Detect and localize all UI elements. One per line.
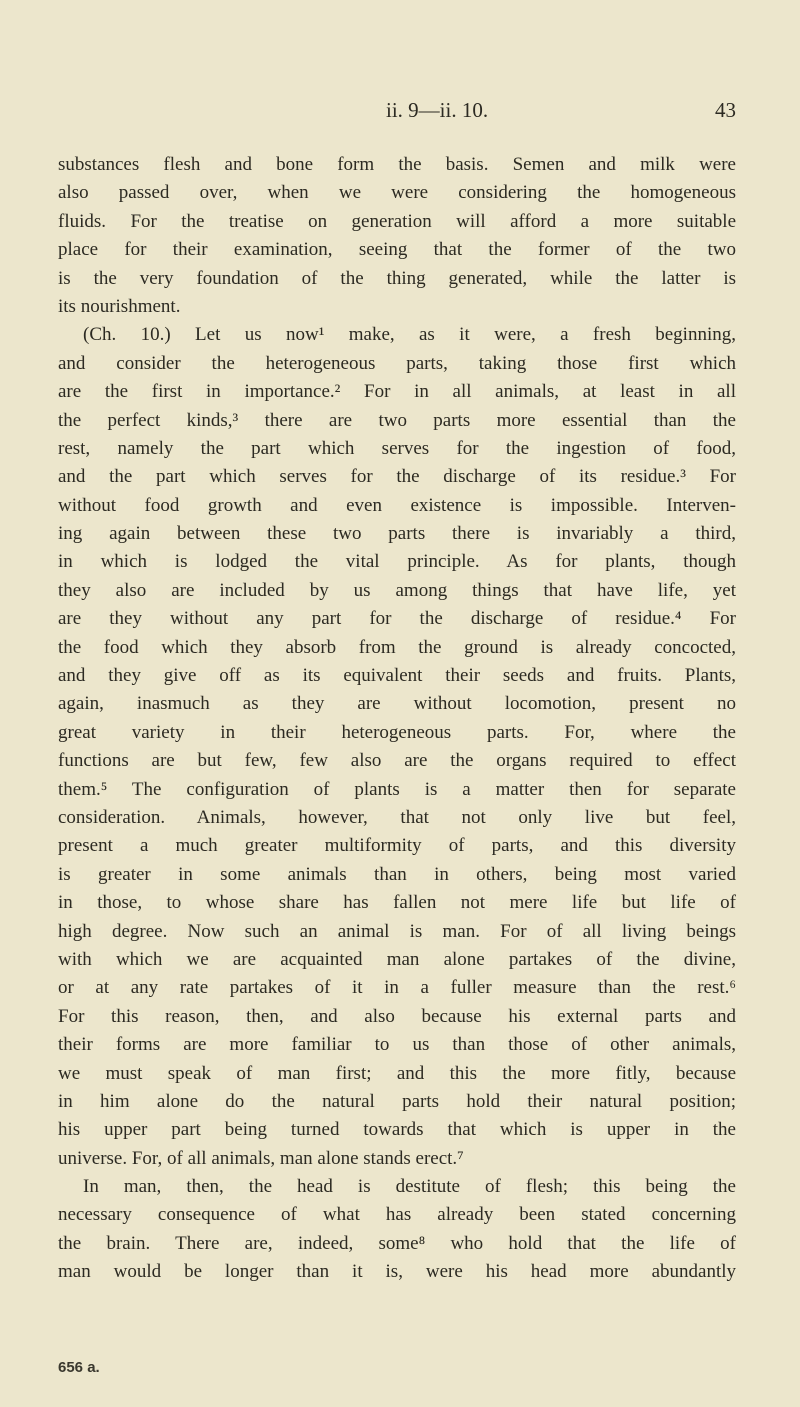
text-line: we must speak of man first; and this the more fitly, because bbox=[58, 1062, 736, 1084]
text-line: again, inasmuch as they are without locomotion, present no bbox=[58, 693, 736, 715]
text-line: necessary consequence of what has already been stated concerning bbox=[58, 1204, 736, 1226]
text-line: in which is lodged the vital principle. As for plants, though bbox=[58, 551, 736, 573]
text-line: is greater in some animals than in others, being most varied bbox=[58, 863, 736, 885]
text-line: fluids. For the treatise on generation will afford a more suitable bbox=[58, 210, 736, 232]
page-number: 43 bbox=[715, 98, 736, 122]
text-line: in him alone do the natural parts hold their natural position; bbox=[58, 1090, 736, 1112]
text-line: high degree. Now such an animal is man. For of all living beings bbox=[58, 920, 736, 942]
text-line: and consider the heterogeneous parts, taking those first which bbox=[58, 352, 736, 374]
body-text bbox=[58, 151, 736, 1287]
text-line: are they without any part for the discharge of residue.⁴ For bbox=[58, 608, 736, 630]
text-line: place for their examination, seeing that the former of the two bbox=[58, 239, 736, 261]
printer-signature-mark: 656 a. bbox=[58, 1359, 100, 1376]
text-line: For this reason, then, and also because his external parts and bbox=[58, 1005, 736, 1027]
paragraph-opening-line: In man, then, the head is destitute of flesh; this being the bbox=[83, 1176, 736, 1198]
text-line: are the first in importance.² For in all animals, at least in all bbox=[58, 381, 736, 403]
text-line: also passed over, when we were considering the homogeneous bbox=[58, 182, 736, 204]
chapter-opening-line: (Ch. 10.) Let us now¹ make, as it were, a fresh beginning, bbox=[83, 324, 736, 346]
text-line: ing again between these two parts there is invariably a third, bbox=[58, 523, 736, 545]
text-line: they also are included by us among things that have life, yet bbox=[58, 579, 736, 601]
text-line: consideration. Animals, however, that not only live but feel, bbox=[58, 806, 736, 828]
text-line: without food growth and even existence is impossible. Interven- bbox=[58, 494, 736, 516]
text-line: and the part which serves for the discharge of its residue.³ For bbox=[58, 466, 736, 488]
text-line: the food which they absorb from the ground is already concocted, bbox=[58, 636, 736, 658]
text-line: with which we are acquainted man alone partakes of the divine, bbox=[58, 948, 736, 970]
text-line: in those, to whose share has fallen not mere life but life of bbox=[58, 892, 736, 914]
text-line: or at any rate partakes of it in a fuller measure than the rest.⁶ bbox=[58, 977, 736, 999]
text-line: them.⁵ The configuration of plants is a matter then for separate bbox=[58, 778, 736, 800]
text-line: the perfect kinds,³ there are two parts more essential than the bbox=[58, 409, 736, 431]
text-line: his upper part being turned towards that which is upper in the bbox=[58, 1119, 736, 1141]
text-line: is the very foundation of the thing generated, while the latter is bbox=[58, 267, 736, 289]
text-line: and they give off as its equivalent their seeds and fruits. Plants, bbox=[58, 665, 736, 687]
text-line: their forms are more familiar to us than those of other animals, bbox=[58, 1034, 736, 1056]
text-line: man would be longer than it is, were his head more abundantly bbox=[58, 1261, 736, 1283]
text-line: great variety in their heterogeneous parts. For, where the bbox=[58, 721, 736, 743]
text-line: present a much greater multiformity of parts, and this diversity bbox=[58, 835, 736, 857]
text-line: functions are but few, few also are the organs required to effect bbox=[58, 750, 736, 772]
section-reference: ii. 9—ii. 10. bbox=[386, 98, 489, 122]
text-line: rest, namely the part which serves for the ingestion of food, bbox=[58, 437, 736, 459]
running-head bbox=[58, 98, 736, 128]
text-line: universe. For, of all animals, man alone stands erect.⁷ bbox=[58, 1147, 464, 1169]
text-line: substances flesh and bone form the basis. Semen and milk were bbox=[58, 154, 736, 175]
text-line: the brain. There are, indeed, some⁸ who hold that the life of bbox=[58, 1232, 736, 1254]
text-line: its nourishment. bbox=[58, 295, 181, 317]
